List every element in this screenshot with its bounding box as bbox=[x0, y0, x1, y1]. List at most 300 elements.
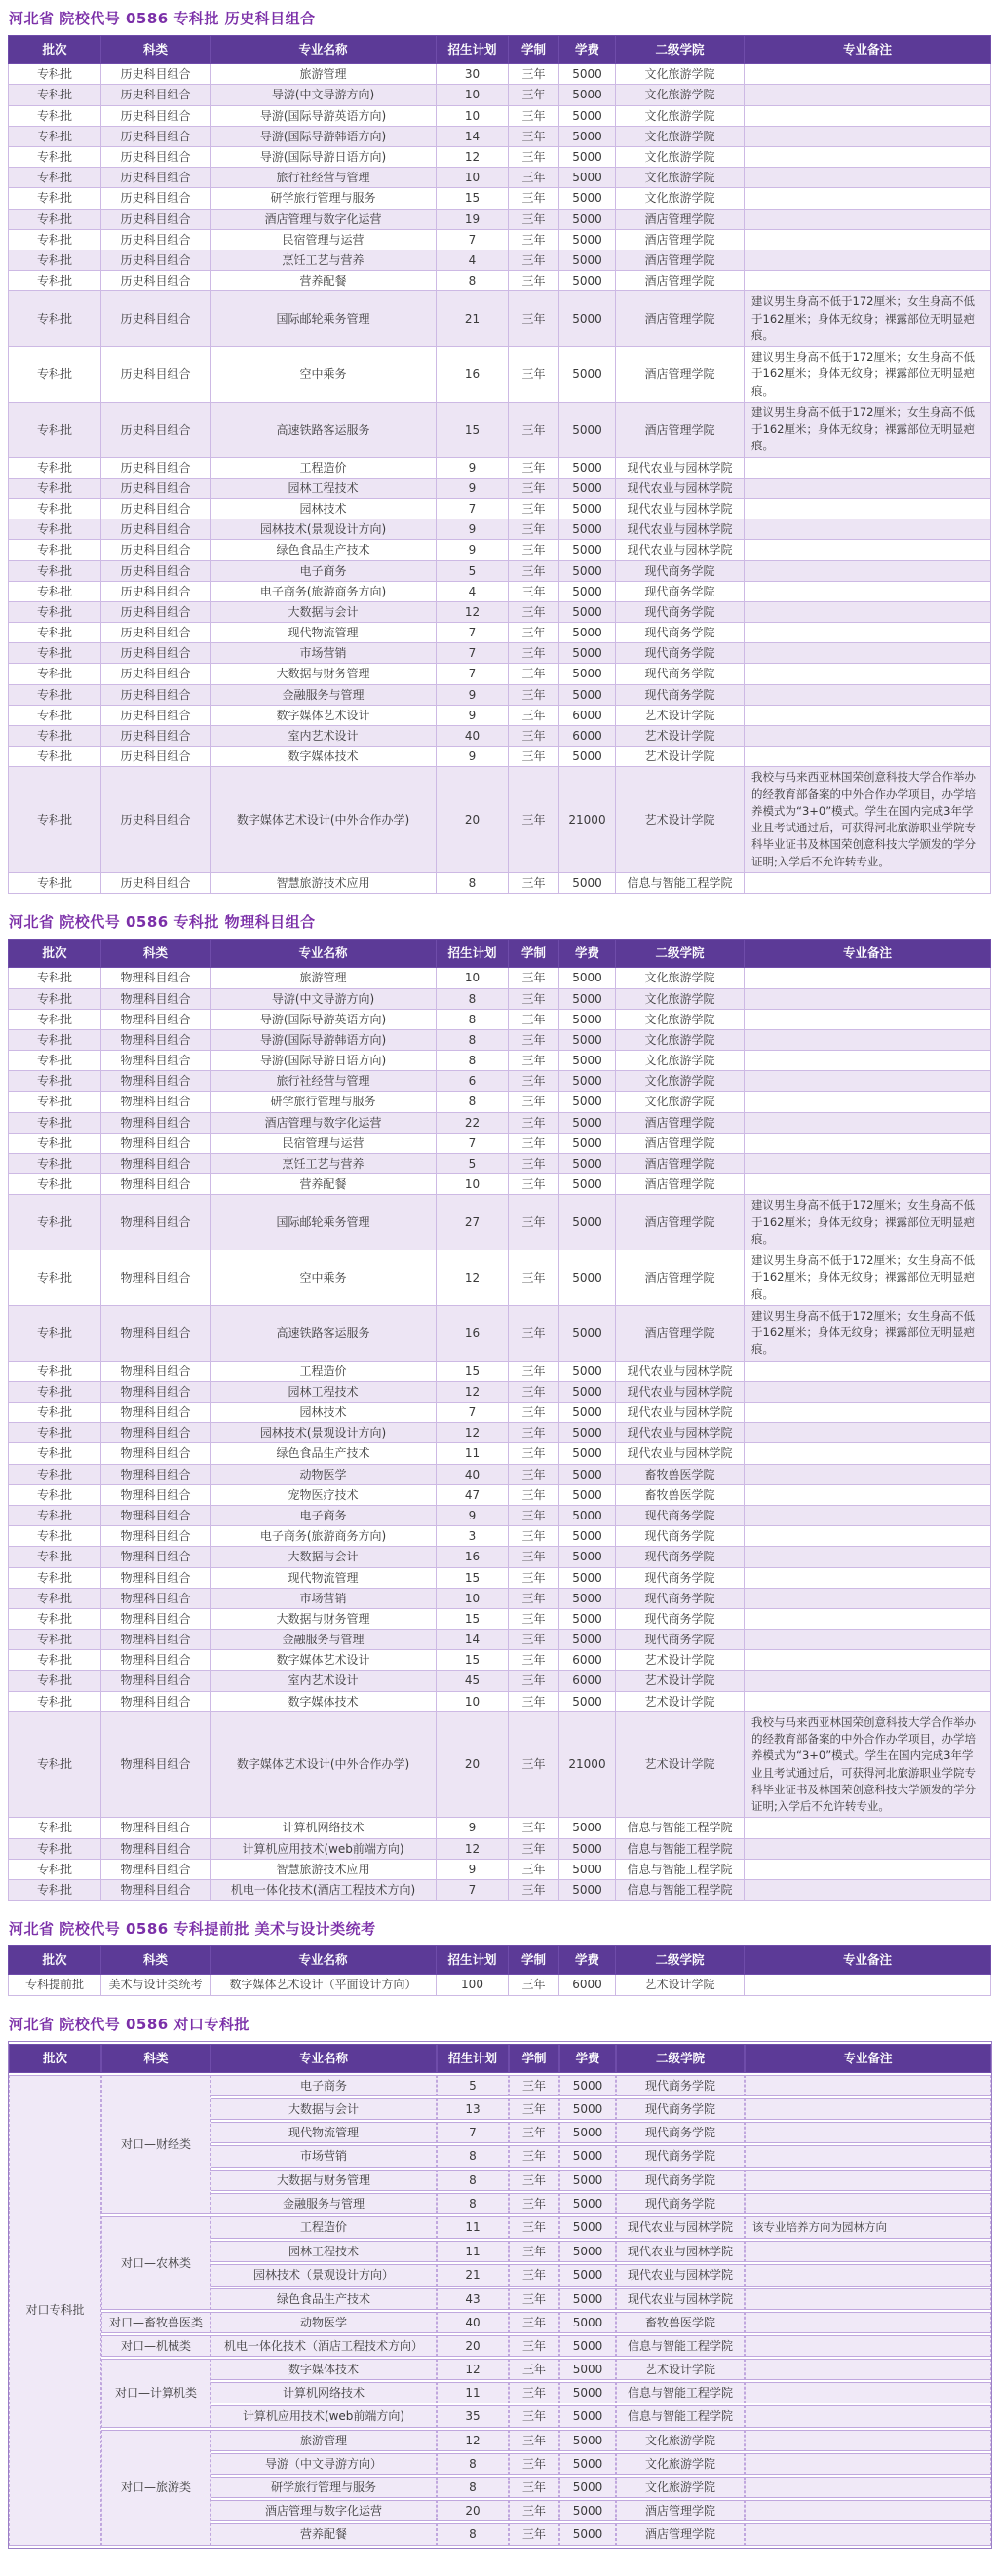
cell-major: 酒店管理与数字化运营 bbox=[211, 209, 437, 229]
cell-batch: 专科批 bbox=[9, 1818, 101, 1838]
cell-plan: 14 bbox=[437, 126, 509, 146]
cell-category: 对口—畜牧兽医类 bbox=[101, 2312, 211, 2333]
cell-note bbox=[745, 1174, 991, 1195]
cell-plan: 8 bbox=[437, 2193, 509, 2214]
cell-category: 物理科目组合 bbox=[101, 1547, 211, 1567]
cell-plan: 21 bbox=[437, 291, 509, 347]
cell-plan: 7 bbox=[437, 1403, 509, 1423]
cell-college: 酒店管理学院 bbox=[616, 229, 745, 250]
cell-college: 信息与智能工程学院 bbox=[616, 1838, 745, 1859]
cell-batch: 专科批 bbox=[9, 1154, 101, 1174]
cell-duration: 三年 bbox=[509, 1547, 559, 1567]
cell-plan: 7 bbox=[437, 498, 509, 519]
cell-plan: 45 bbox=[437, 1671, 509, 1691]
cell-category: 物理科目组合 bbox=[101, 1608, 211, 1629]
cell-college: 艺术设计学院 bbox=[616, 705, 745, 725]
cell-college: 现代农业与园林学院 bbox=[616, 2264, 745, 2286]
cell-note bbox=[745, 1630, 991, 1650]
cell-note bbox=[745, 1071, 991, 1092]
cell-major: 室内艺术设计 bbox=[211, 726, 437, 747]
table-row bbox=[9, 1630, 991, 1650]
cell-college: 现代商务学院 bbox=[616, 643, 745, 664]
cell-duration: 三年 bbox=[509, 457, 559, 478]
cell-note bbox=[745, 1818, 991, 1838]
cell-category: 物理科目组合 bbox=[101, 1711, 211, 1818]
header-row bbox=[9, 36, 991, 64]
cell-college: 信息与智能工程学院 bbox=[616, 872, 745, 893]
cell-fee: 5000 bbox=[559, 1381, 616, 1402]
cell-note bbox=[745, 1838, 991, 1859]
cell-plan: 7 bbox=[437, 229, 509, 250]
cell-batch: 专科批 bbox=[9, 1838, 101, 1859]
cell-plan: 12 bbox=[437, 1838, 509, 1859]
cell-category: 历史科目组合 bbox=[101, 560, 211, 581]
column-header: 二级学院 bbox=[616, 2044, 745, 2073]
cell-college: 现代商务学院 bbox=[616, 2170, 745, 2191]
cell-note bbox=[745, 85, 991, 105]
cell-fee: 5000 bbox=[559, 1071, 616, 1092]
cell-fee: 5000 bbox=[559, 2430, 616, 2451]
cell-plan: 11 bbox=[437, 2241, 509, 2262]
cell-college: 信息与智能工程学院 bbox=[616, 2405, 745, 2427]
table-row bbox=[9, 85, 991, 105]
cell-major: 大数据与会计 bbox=[211, 601, 437, 622]
cell-batch: 专科批 bbox=[9, 1711, 101, 1818]
cell-note bbox=[745, 2193, 991, 2214]
cell-category: 历史科目组合 bbox=[101, 105, 211, 126]
cell-major: 大数据与会计 bbox=[211, 1547, 437, 1567]
cell-fee: 5000 bbox=[559, 1092, 616, 1112]
cell-major: 大数据与财务管理 bbox=[211, 2170, 437, 2191]
cell-batch: 专科提前批 bbox=[9, 1975, 101, 1995]
table-row bbox=[9, 64, 991, 85]
cell-batch: 专科批 bbox=[9, 105, 101, 126]
cell-duration: 三年 bbox=[509, 1381, 559, 1402]
cell-fee: 5000 bbox=[559, 2523, 616, 2545]
column-header: 二级学院 bbox=[616, 940, 745, 968]
column-header: 招生计划 bbox=[437, 36, 509, 64]
cell-fee: 5000 bbox=[559, 147, 616, 168]
table-row bbox=[9, 1112, 991, 1133]
cell-batch: 专科批 bbox=[9, 1305, 101, 1361]
section-title: 河北省 院校代号 0586 专科提前批 美术与设计类统考 bbox=[9, 1920, 376, 1939]
cell-category: 物理科目组合 bbox=[101, 1464, 211, 1484]
cell-batch: 专科批 bbox=[9, 209, 101, 229]
cell-college: 畜牧兽医学院 bbox=[616, 1484, 745, 1505]
cell-fee: 6000 bbox=[559, 1650, 616, 1671]
cell-plan: 20 bbox=[437, 767, 509, 873]
cell-college: 文化旅游学院 bbox=[616, 968, 745, 988]
cell-note bbox=[745, 1608, 991, 1629]
cell-major: 营养配餐 bbox=[211, 2523, 437, 2545]
cell-college: 现代商务学院 bbox=[616, 664, 745, 684]
cell-fee: 5000 bbox=[559, 872, 616, 893]
cell-category: 物理科目组合 bbox=[101, 1423, 211, 1443]
cell-note: 建议男生身高不低于172厘米；女生身高不低于162厘米；身体无纹身；裸露部位无明显疤痕。 bbox=[745, 291, 991, 347]
cell-category: 物理科目组合 bbox=[101, 1588, 211, 1608]
cell-note bbox=[745, 1526, 991, 1547]
column-header: 招生计划 bbox=[437, 1946, 509, 1975]
cell-major: 数字媒体艺术设计(中外合作办学) bbox=[211, 767, 437, 873]
column-header: 招生计划 bbox=[437, 2044, 509, 2073]
cell-major: 烹饪工艺与营养 bbox=[211, 250, 437, 270]
cell-fee: 5000 bbox=[559, 1174, 616, 1195]
cell-duration: 三年 bbox=[509, 1133, 559, 1153]
cell-note bbox=[745, 684, 991, 705]
cell-batch: 专科批 bbox=[9, 1443, 101, 1464]
table-row bbox=[9, 271, 991, 291]
cell-note bbox=[745, 1403, 991, 1423]
column-header: 批次 bbox=[9, 36, 101, 64]
cell-batch: 专科批 bbox=[9, 1630, 101, 1650]
cell-batch: 专科批 bbox=[9, 705, 101, 725]
cell-college: 文化旅游学院 bbox=[616, 2430, 745, 2451]
cell-duration: 三年 bbox=[509, 2193, 559, 2214]
cell-category: 物理科目组合 bbox=[101, 1133, 211, 1153]
cell-plan: 4 bbox=[437, 581, 509, 601]
cell-fee: 5000 bbox=[559, 1859, 616, 1879]
cell-batch: 专科批 bbox=[9, 1650, 101, 1671]
cell-category: 物理科目组合 bbox=[101, 1381, 211, 1402]
cell-college: 艺术设计学院 bbox=[616, 1691, 745, 1711]
cell-college: 信息与智能工程学院 bbox=[616, 1818, 745, 1838]
cell-duration: 三年 bbox=[509, 872, 559, 893]
cell-fee: 5000 bbox=[559, 2453, 616, 2475]
cell-category: 物理科目组合 bbox=[101, 1859, 211, 1879]
cell-note bbox=[745, 1671, 991, 1691]
cell-category: 物理科目组合 bbox=[101, 1567, 211, 1588]
cell-duration: 三年 bbox=[509, 2382, 559, 2403]
cell-college: 文化旅游学院 bbox=[616, 1009, 745, 1029]
column-header: 专业名称 bbox=[211, 940, 437, 968]
cell-duration: 三年 bbox=[509, 988, 559, 1009]
cell-category: 历史科目组合 bbox=[101, 291, 211, 347]
cell-note bbox=[745, 872, 991, 893]
cell-batch: 专科批 bbox=[9, 1029, 101, 1050]
cell-college: 文化旅游学院 bbox=[616, 1071, 745, 1092]
cell-college: 现代商务学院 bbox=[616, 1505, 745, 1525]
table-row bbox=[9, 1305, 991, 1361]
cell-fee: 5000 bbox=[559, 478, 616, 498]
cell-college: 文化旅游学院 bbox=[616, 85, 745, 105]
cell-duration: 三年 bbox=[509, 968, 559, 988]
cell-duration: 三年 bbox=[509, 643, 559, 664]
cell-college: 现代商务学院 bbox=[616, 581, 745, 601]
cell-major: 电子商务 bbox=[211, 2075, 437, 2096]
cell-batch: 专科批 bbox=[9, 519, 101, 540]
cell-fee: 5000 bbox=[559, 1464, 616, 1484]
cell-category: 历史科目组合 bbox=[101, 347, 211, 403]
cell-batch: 专科批 bbox=[9, 1567, 101, 1588]
cell-college: 畜牧兽医学院 bbox=[616, 2312, 745, 2333]
cell-plan: 8 bbox=[437, 2523, 509, 2545]
cell-plan: 16 bbox=[437, 1547, 509, 1567]
cell-note bbox=[745, 1975, 991, 1995]
cell-plan: 5 bbox=[437, 1154, 509, 1174]
cell-major: 营养配餐 bbox=[211, 271, 437, 291]
table-row bbox=[9, 1133, 991, 1153]
cell-major: 高速铁路客运服务 bbox=[211, 1305, 437, 1361]
cell-major: 导游(国际导游英语方向) bbox=[211, 1009, 437, 1029]
cell-major: 导游(国际导游日语方向) bbox=[211, 147, 437, 168]
cell-college: 文化旅游学院 bbox=[616, 64, 745, 85]
cell-major: 金融服务与管理 bbox=[211, 1630, 437, 1650]
cell-note bbox=[745, 1464, 991, 1484]
table-row bbox=[9, 147, 991, 168]
cell-plan: 9 bbox=[437, 519, 509, 540]
cell-duration: 三年 bbox=[509, 147, 559, 168]
cell-fee: 5000 bbox=[559, 85, 616, 105]
cell-fee: 5000 bbox=[559, 2145, 616, 2167]
cell-major: 现代物流管理 bbox=[211, 1567, 437, 1588]
cell-duration: 三年 bbox=[509, 1443, 559, 1464]
cell-batch: 专科批 bbox=[9, 188, 101, 209]
cell-fee: 5000 bbox=[559, 1526, 616, 1547]
cell-college: 酒店管理学院 bbox=[616, 2523, 745, 2545]
cell-college: 酒店管理学院 bbox=[616, 209, 745, 229]
cell-category: 物理科目组合 bbox=[101, 1112, 211, 1133]
cell-major: 导游(国际导游韩语方向) bbox=[211, 1029, 437, 1050]
cell-major: 工程造价 bbox=[211, 457, 437, 478]
cell-duration: 三年 bbox=[509, 229, 559, 250]
cell-batch: 专科批 bbox=[9, 601, 101, 622]
cell-college: 现代商务学院 bbox=[616, 684, 745, 705]
cell-batch: 专科批 bbox=[9, 1879, 101, 1900]
cell-plan: 3 bbox=[437, 1526, 509, 1547]
cell-note bbox=[745, 601, 991, 622]
table-row bbox=[9, 188, 991, 209]
cell-fee: 6000 bbox=[559, 1671, 616, 1691]
cell-category: 对口—机械类 bbox=[101, 2335, 211, 2357]
cell-college: 现代商务学院 bbox=[616, 1630, 745, 1650]
cell-note: 建议男生身高不低于172厘米；女生身高不低于162厘米；身体无纹身；裸露部位无明显疤痕。 bbox=[745, 1195, 991, 1250]
cell-batch: 专科批 bbox=[9, 402, 101, 457]
cell-category: 物理科目组合 bbox=[101, 1195, 211, 1250]
cell-major: 市场营销 bbox=[211, 1588, 437, 1608]
cell-duration: 三年 bbox=[509, 2359, 559, 2380]
cell-category: 历史科目组合 bbox=[101, 540, 211, 560]
cell-major: 电子商务 bbox=[211, 560, 437, 581]
column-header: 专业备注 bbox=[745, 940, 991, 968]
cell-fee: 5000 bbox=[559, 1305, 616, 1361]
cell-note bbox=[745, 2098, 991, 2120]
cell-college: 酒店管理学院 bbox=[616, 1112, 745, 1133]
cell-duration: 三年 bbox=[509, 1608, 559, 1629]
cell-fee: 5000 bbox=[559, 2216, 616, 2239]
cell-batch: 专科批 bbox=[9, 1112, 101, 1133]
cell-category: 物理科目组合 bbox=[101, 1505, 211, 1525]
table-row bbox=[9, 498, 991, 519]
table-row bbox=[9, 1650, 991, 1671]
cell-fee: 5000 bbox=[559, 1691, 616, 1711]
cell-major: 园林技术（景观设计方向） bbox=[211, 2264, 437, 2286]
table-row bbox=[9, 1009, 991, 1029]
cell-college: 现代农业与园林学院 bbox=[616, 498, 745, 519]
cell-college: 信息与智能工程学院 bbox=[616, 1879, 745, 1900]
table-row bbox=[9, 2075, 991, 2096]
plan-section bbox=[8, 1918, 990, 1995]
cell-fee: 5000 bbox=[559, 2075, 616, 2096]
cell-major: 计算机应用技术(web前端方向) bbox=[211, 2405, 437, 2427]
table-row bbox=[9, 1464, 991, 1484]
cell-plan: 11 bbox=[437, 2382, 509, 2403]
cell-note bbox=[745, 2288, 991, 2310]
cell-college: 酒店管理学院 bbox=[616, 2500, 745, 2521]
column-header: 专业备注 bbox=[745, 36, 991, 64]
cell-duration: 三年 bbox=[509, 623, 559, 643]
cell-fee: 5000 bbox=[559, 2382, 616, 2403]
cell-major: 机电一体化技术(酒店工程技术方向) bbox=[211, 1879, 437, 1900]
cell-college: 酒店管理学院 bbox=[616, 347, 745, 403]
column-header: 科类 bbox=[101, 2044, 211, 2073]
cell-major: 园林技术(景观设计方向) bbox=[211, 519, 437, 540]
cell-duration: 三年 bbox=[509, 2405, 559, 2427]
cell-duration: 三年 bbox=[509, 209, 559, 229]
cell-plan: 7 bbox=[437, 643, 509, 664]
cell-duration: 三年 bbox=[509, 1711, 559, 1818]
cell-duration: 三年 bbox=[509, 1588, 559, 1608]
cell-college: 现代商务学院 bbox=[616, 2122, 745, 2143]
plan-section bbox=[8, 8, 990, 894]
cell-duration: 三年 bbox=[509, 2523, 559, 2545]
cell-duration: 三年 bbox=[509, 684, 559, 705]
cell-fee: 5000 bbox=[559, 1608, 616, 1629]
cell-category: 物理科目组合 bbox=[101, 1484, 211, 1505]
cell-note bbox=[745, 726, 991, 747]
cell-batch: 专科批 bbox=[9, 1250, 101, 1306]
cell-college: 艺术设计学院 bbox=[616, 1671, 745, 1691]
cell-note bbox=[745, 705, 991, 725]
cell-college: 现代商务学院 bbox=[616, 2098, 745, 2120]
cell-batch: 专科批 bbox=[9, 968, 101, 988]
cell-major: 导游(中文导游方向) bbox=[211, 988, 437, 1009]
cell-major: 国际邮轮乘务管理 bbox=[211, 291, 437, 347]
cell-note bbox=[745, 1029, 991, 1050]
cell-note bbox=[745, 1381, 991, 1402]
cell-plan: 30 bbox=[437, 64, 509, 85]
table-row bbox=[9, 478, 991, 498]
cell-plan: 7 bbox=[437, 623, 509, 643]
cell-duration: 三年 bbox=[509, 1838, 559, 1859]
cell-duration: 三年 bbox=[509, 168, 559, 188]
cell-category: 美术与设计类统考 bbox=[101, 1975, 211, 1995]
cell-fee: 5000 bbox=[559, 540, 616, 560]
cell-major: 研学旅行管理与服务 bbox=[211, 188, 437, 209]
plan-table bbox=[8, 939, 991, 1901]
cell-major: 数字媒体技术 bbox=[211, 2359, 437, 2380]
column-header: 科类 bbox=[101, 36, 211, 64]
cell-duration: 三年 bbox=[509, 1051, 559, 1071]
cell-college: 酒店管理学院 bbox=[616, 1195, 745, 1250]
table-row bbox=[9, 519, 991, 540]
cell-category: 历史科目组合 bbox=[101, 705, 211, 725]
cell-duration: 三年 bbox=[509, 1484, 559, 1505]
cell-batch: 专科批 bbox=[9, 1381, 101, 1402]
cell-fee: 5000 bbox=[559, 291, 616, 347]
cell-fee: 5000 bbox=[559, 1029, 616, 1050]
cell-note bbox=[745, 126, 991, 146]
cell-fee: 5000 bbox=[559, 64, 616, 85]
cell-fee: 5000 bbox=[559, 1484, 616, 1505]
cell-duration: 三年 bbox=[509, 1361, 559, 1381]
cell-category: 物理科目组合 bbox=[101, 1691, 211, 1711]
cell-category: 物理科目组合 bbox=[101, 1051, 211, 1071]
cell-major: 国际邮轮乘务管理 bbox=[211, 1195, 437, 1250]
cell-duration: 三年 bbox=[509, 2453, 559, 2475]
cell-note bbox=[745, 2335, 991, 2357]
cell-major: 动物医学 bbox=[211, 2312, 437, 2333]
cell-category: 物理科目组合 bbox=[101, 1250, 211, 1306]
cell-note bbox=[745, 2264, 991, 2286]
cell-fee: 5000 bbox=[559, 581, 616, 601]
cell-note bbox=[745, 1567, 991, 1588]
cell-batch: 专科批 bbox=[9, 1484, 101, 1505]
cell-college: 现代商务学院 bbox=[616, 2193, 745, 2214]
cell-duration: 三年 bbox=[509, 2500, 559, 2521]
cell-duration: 三年 bbox=[509, 747, 559, 767]
column-header: 学费 bbox=[559, 1946, 616, 1975]
cell-major: 大数据与财务管理 bbox=[211, 1608, 437, 1629]
cell-plan: 10 bbox=[437, 1691, 509, 1711]
cell-college: 酒店管理学院 bbox=[616, 291, 745, 347]
cell-note bbox=[745, 271, 991, 291]
cell-batch: 专科批 bbox=[9, 643, 101, 664]
cell-note: 我校与马来西亚林国荣创意科技大学合作举办的经教育部备案的中外合作办学项目，办学培养模式为“3+0”模式。学生在国内完成3年学业且考试通过后，可获得河北旅游职业学院专科毕业证书及林国荣创意科技大学颁发的学分证明;入学后不允许转专业。 bbox=[745, 1711, 991, 1818]
cell-fee: 5000 bbox=[559, 1250, 616, 1306]
cell-college: 文化旅游学院 bbox=[616, 147, 745, 168]
table-row bbox=[9, 1526, 991, 1547]
column-header: 专业名称 bbox=[211, 1946, 437, 1975]
cell-college: 酒店管理学院 bbox=[616, 1305, 745, 1361]
cell-fee: 5000 bbox=[559, 519, 616, 540]
cell-fee: 5000 bbox=[559, 1051, 616, 1071]
cell-plan: 7 bbox=[437, 664, 509, 684]
cell-plan: 8 bbox=[437, 2453, 509, 2475]
cell-category: 物理科目组合 bbox=[101, 1818, 211, 1838]
cell-major: 园林技术 bbox=[211, 498, 437, 519]
cell-batch: 专科批 bbox=[9, 291, 101, 347]
cell-category: 历史科目组合 bbox=[101, 623, 211, 643]
cell-college: 现代农业与园林学院 bbox=[616, 1381, 745, 1402]
cell-major: 数字媒体艺术设计(中外合作办学) bbox=[211, 1711, 437, 1818]
cell-category: 物理科目组合 bbox=[101, 1071, 211, 1092]
cell-category: 历史科目组合 bbox=[101, 250, 211, 270]
cell-plan: 10 bbox=[437, 1174, 509, 1195]
cell-duration: 三年 bbox=[509, 1009, 559, 1029]
table-row bbox=[9, 1838, 991, 1859]
cell-major: 民宿管理与运营 bbox=[211, 1133, 437, 1153]
table-row bbox=[9, 1879, 991, 1900]
plan-table bbox=[8, 35, 991, 894]
cell-note bbox=[745, 2075, 991, 2096]
table-row bbox=[9, 1051, 991, 1071]
cell-note bbox=[745, 581, 991, 601]
cell-fee: 5000 bbox=[559, 988, 616, 1009]
cell-batch: 专科批 bbox=[9, 1588, 101, 1608]
cell-note bbox=[745, 64, 991, 85]
cell-major: 园林技术 bbox=[211, 1403, 437, 1423]
cell-college: 现代商务学院 bbox=[616, 1567, 745, 1588]
cell-category: 历史科目组合 bbox=[101, 188, 211, 209]
cell-plan: 8 bbox=[437, 872, 509, 893]
cell-fee: 5000 bbox=[559, 2500, 616, 2521]
cell-fee: 5000 bbox=[559, 623, 616, 643]
cell-duration: 三年 bbox=[509, 2477, 559, 2498]
cell-major: 智慧旅游技术应用 bbox=[211, 872, 437, 893]
cell-duration: 三年 bbox=[509, 1423, 559, 1443]
table-row bbox=[9, 2430, 991, 2451]
cell-major: 大数据与财务管理 bbox=[211, 664, 437, 684]
